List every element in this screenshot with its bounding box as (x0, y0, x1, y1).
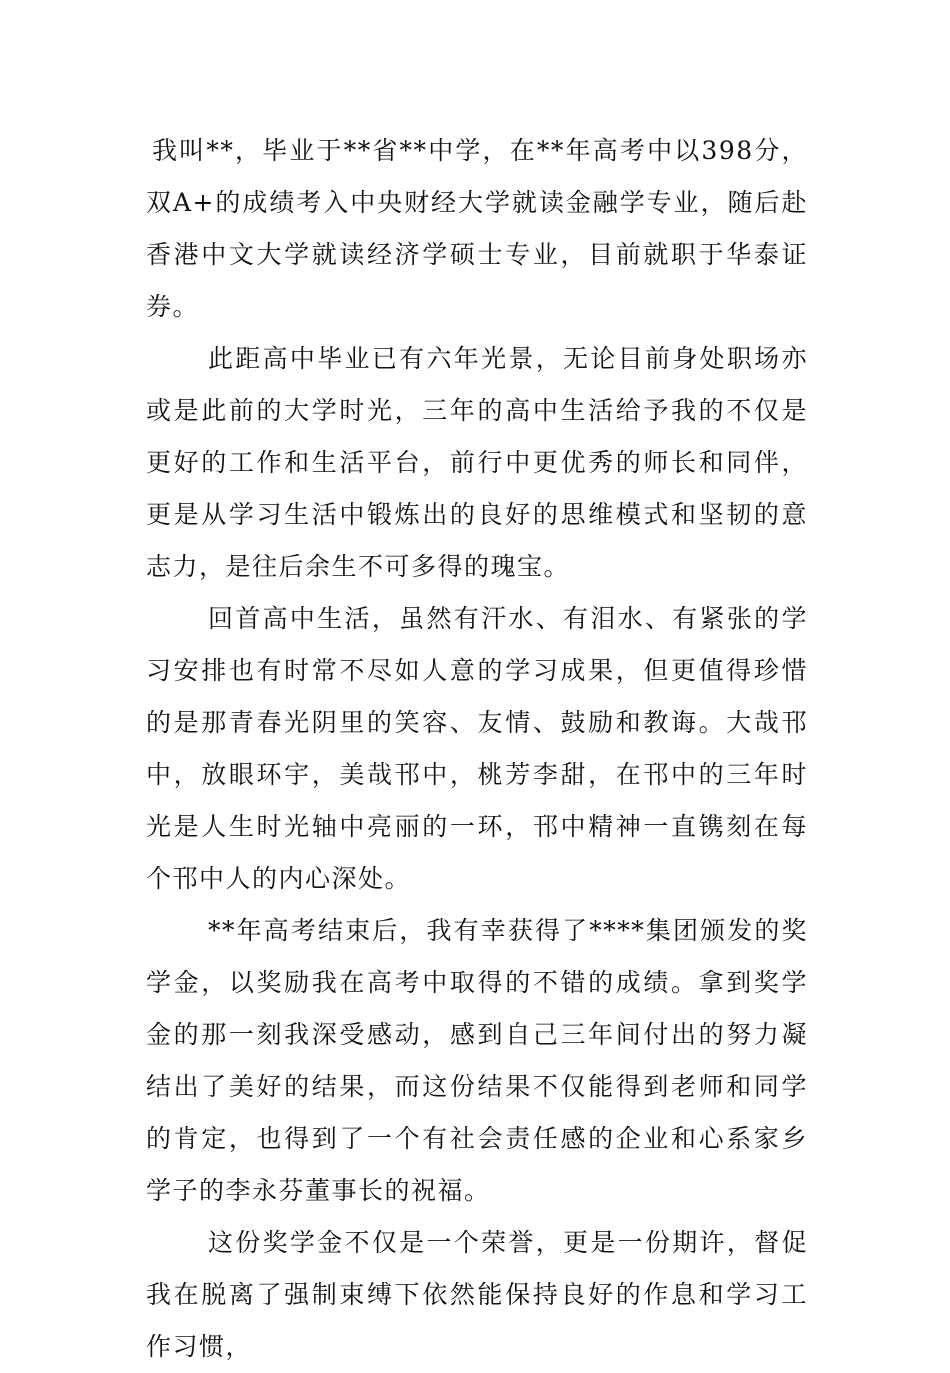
paragraph-2: 此距高中毕业已有六年光景，无论目前身处职场亦或是此前的大学时光，三年的高中生活给予我的不仅是更好的工作和生活平台，前行中更优秀的师长和同伴，更是从学习生活中锻炼出的良好的思维模式和坚韧的意志力，是往后余生不可多得的瑰宝。 (146, 344, 808, 581)
paragraph-5: 这份奖学金不仅是一个荣誉，更是一份期许，督促我在脱离了强制束缚下依然能保持良好的作息和学习工作习惯， (146, 1228, 808, 1361)
paragraph-4: **年高考结束后，我有幸获得了****集团颁发的奖学金，以奖励我在高考中取得的不错的成绩。拿到奖学金的那一刻我深受感动，感到自己三年间付出的努力凝结出了美好的结果，而这份结果不仅能得到老师和同学的肯定，也得到了一个有社会责任感的企业和心系家乡学子的李永芬董事长的祝福。 (146, 916, 808, 1205)
paragraph-1: 我叫**，毕业于**省**中学，在**年高考中以398分，双A+的成绩考入中央财经大学就读金融学专业，随后赴香港中文大学就读经济学硕士专业，目前就职于华泰证券。 (146, 136, 808, 321)
document-body (146, 125, 808, 1373)
paragraph-3: 回首高中生活，虽然有汗水、有泪水、有紧张的学习安排也有时常不尽如人意的学习成果，但更值得珍惜的是那青春光阴里的笑容、友情、鼓励和教诲。大哉邗中，放眼环宇，美哉邗中，桃芳李甜，在邗中的三年时光是人生时光轴中亮丽的一环，邗中精神一直镌刻在每个邗中人的内心深处。 (146, 604, 808, 893)
